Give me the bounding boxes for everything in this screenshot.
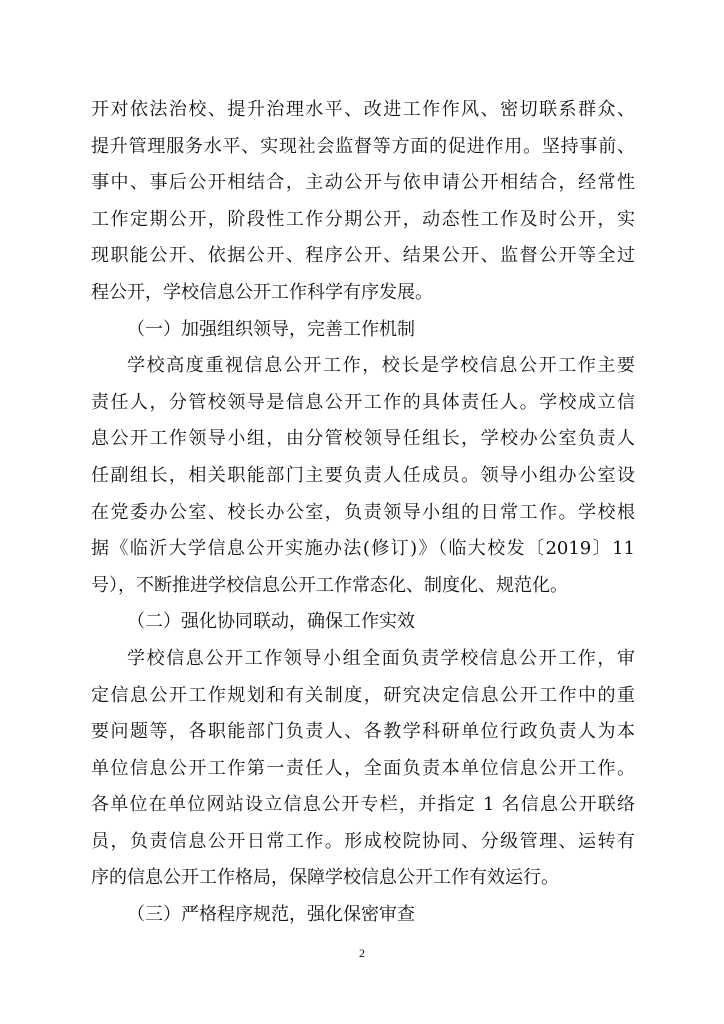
body-line: 据《临沂大学信息公开实施办法(修订)》（临大校发〔2019〕11 [91, 538, 635, 560]
page-number: 2 [359, 946, 365, 960]
body-line: 单位信息公开工作第一责任人，全面负责本单位信息公开工作。 [91, 757, 635, 779]
body-line: 学校信息公开工作领导小组全面负责学校信息公开工作，审 [127, 647, 635, 669]
body-line: 责任人，分管校领导是信息公开工作的具体责任人。学校成立信 [91, 391, 635, 413]
body-line: 事中、事后公开相结合，主动公开与依申请公开相结合，经常性 [91, 172, 635, 194]
section-heading: （二）强化协同联动，确保工作实效 [127, 611, 415, 633]
body-line: 学校高度重视信息公开工作，校长是学校信息公开工作主要 [127, 355, 635, 377]
body-line: 在党委办公室、校长办公室，负责领导小组的日常工作。学校根 [91, 501, 635, 523]
body-line: 任副组长，相关职能部门主要负责人任成员。领导小组办公室设 [91, 464, 635, 486]
body-line: 程公开，学校信息公开工作科学有序发展。 [91, 281, 433, 303]
body-line: 开对依法治校、提升治理水平、改进工作作风、密切联系群众、 [91, 99, 635, 120]
body-line: 序的信息公开工作格局，保障学校信息公开工作有效运行。 [91, 867, 559, 889]
body-line: 号），不断推进学校信息公开工作常态化、制度化、规范化。 [91, 574, 568, 596]
body-line: 工作定期公开，阶段性工作分期公开，动态性工作及时公开，实 [91, 208, 635, 230]
body-line: 要问题等，各职能部门负责人、各教学科研单位行政负责人为本 [91, 721, 635, 743]
body-line: 各单位在单位网站设立信息公开专栏，并指定 1 名信息公开联络 [91, 794, 635, 816]
section-heading: （三）严格程序规范，强化保密审查 [127, 904, 415, 926]
body-line: 定信息公开工作规划和有关制度，研究决定信息公开工作中的重 [91, 684, 635, 706]
section-heading: （一）加强组织领导，完善工作机制 [127, 318, 415, 340]
body-line: 现职能公开、依据公开、程序公开、结果公开、监督公开等全过 [91, 245, 635, 267]
body-line: 提升管理服务水平、实现社会监督等方面的促进作用。坚持事前、 [91, 135, 635, 157]
body-line: 息公开工作领导小组，由分管校领导任组长，学校办公室负责人 [91, 428, 635, 450]
document-body [91, 92, 635, 934]
body-line: 员，负责信息公开日常工作。形成校院协同、分级管理、运转有 [91, 830, 635, 852]
